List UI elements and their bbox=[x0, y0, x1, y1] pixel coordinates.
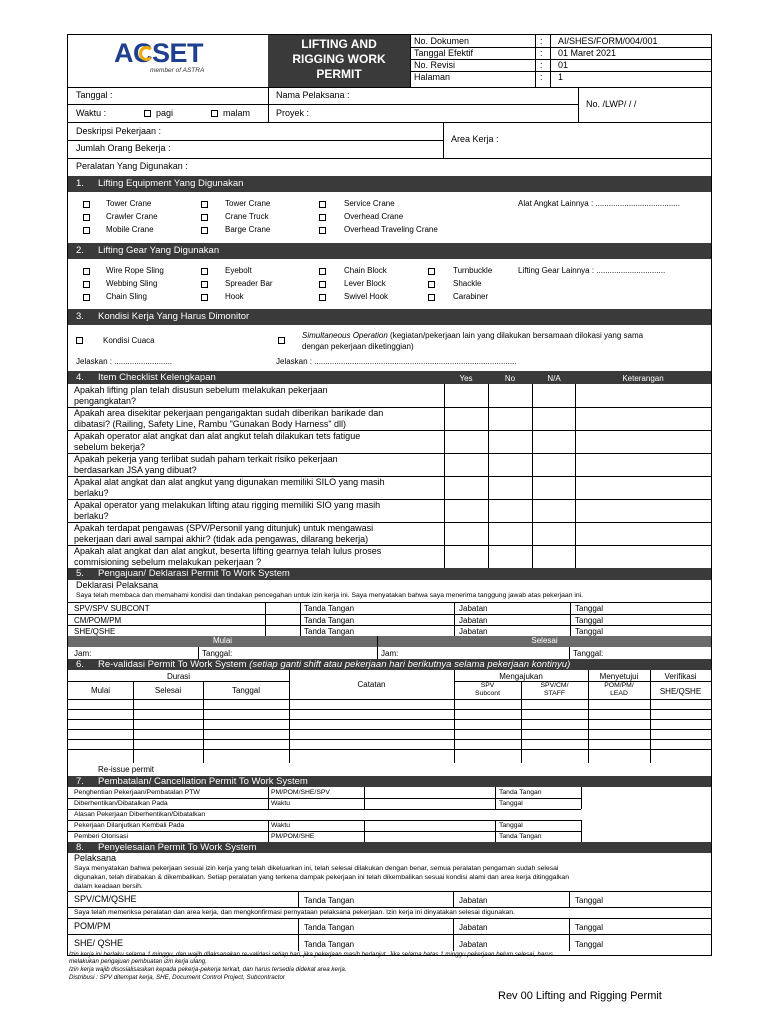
malam-checkbox[interactable] bbox=[211, 110, 218, 117]
checklist-5-line1: Apakal alat angkat dan alat angkut yang digunakan memiliki SILO yang masih bbox=[74, 477, 385, 487]
equip-crawler-crane: Crawler Crane bbox=[106, 212, 158, 221]
tanggal-1: Tanggal bbox=[575, 604, 604, 613]
checklist-item-6 bbox=[74, 500, 414, 521]
jabatan-1: Jabatan bbox=[459, 604, 488, 613]
deklarasi-row-cm: CM/POM/PM bbox=[74, 616, 122, 625]
completion-tanda-2: Tanda Tangan bbox=[304, 923, 355, 932]
section-3-header bbox=[68, 309, 711, 325]
permit-form bbox=[67, 34, 712, 956]
mengajukan-header: Mengajukan bbox=[499, 672, 543, 681]
verifikasi-header: Verifikasi bbox=[664, 672, 697, 681]
col-na: N/A bbox=[547, 374, 561, 383]
completion-tanda-1: Tanda Tangan bbox=[304, 896, 355, 905]
jumlah-orang-label: Jumlah Orang Bekerja : bbox=[76, 143, 171, 153]
checklist-1-line2: pengangkatan? bbox=[74, 395, 137, 406]
tanda-tangan-1: Tanda Tangan bbox=[304, 604, 355, 613]
gear-turnbuckle: Turnbuckle bbox=[453, 266, 493, 275]
doc-value-norevisi: 01 bbox=[558, 60, 569, 70]
section-4-number: 4. bbox=[76, 372, 84, 383]
mulai-jam: Jam: bbox=[74, 649, 92, 658]
reissue-permit: Re-issue permit bbox=[98, 765, 155, 774]
pom-pm-1: POM/PM/ bbox=[604, 682, 634, 689]
logo-swoosh bbox=[139, 46, 154, 61]
checklist-item-4 bbox=[74, 454, 414, 475]
doc-label-norevisi: No. Revisi bbox=[414, 60, 456, 70]
cancel-r2c: Tanggal bbox=[499, 800, 523, 807]
checkbox-spreader-bar[interactable] bbox=[201, 281, 208, 288]
equip-crane-truck: Crane Truck bbox=[225, 212, 269, 221]
checkbox-overhead-traveling-crane[interactable] bbox=[319, 227, 326, 234]
completion-jabatan-1: Jabatan bbox=[459, 896, 488, 905]
equip-tower-crane-2: Tower Crane bbox=[225, 199, 271, 208]
jelaskan-2: Jelaskan : ........................................................................................... bbox=[276, 357, 517, 366]
doc-label-halaman: Halaman bbox=[414, 72, 451, 82]
section-1-title: Lifting Equipment Yang Digunakan bbox=[98, 178, 244, 189]
proyek-label: Proyek : bbox=[276, 108, 310, 118]
equip-overhead-crane: Overhead Crane bbox=[344, 212, 404, 221]
equip-service-crane: Service Crane bbox=[344, 199, 395, 208]
section-5-number: 5. bbox=[76, 568, 84, 579]
reval-selesai: Selesai bbox=[154, 686, 182, 695]
section-6-header bbox=[68, 659, 711, 670]
checklist-6-line2: berlaku? bbox=[74, 510, 109, 521]
durasi-header: Durasi bbox=[166, 672, 191, 681]
doc-sep-2: : bbox=[540, 48, 543, 58]
completion-stmt-2: digunakan, telah dirabakan & dikembalikan. Setiap peralatan yang terkena dampak pekerjaan ini telah dikembalikan sesuai kondisi alami dan area kerja ditinggalkan bbox=[74, 874, 569, 881]
waktu-label: Waktu : bbox=[76, 108, 107, 118]
checklist-3-line2: sebelum bekerja? bbox=[74, 441, 146, 452]
spv-subcont-1: SPV bbox=[480, 682, 495, 689]
jelaskan-1: Jelaskan : .......................... bbox=[76, 357, 173, 366]
checkbox-mobile-crane[interactable] bbox=[83, 227, 90, 234]
menyetujui-header: Menyetujui bbox=[599, 672, 639, 681]
pagi-label: pagi bbox=[156, 108, 174, 118]
gear-swivel-hook: Swivel Hook bbox=[344, 292, 389, 301]
checkbox-crane-truck[interactable] bbox=[201, 214, 208, 221]
gear-wire-rope-sling: Wire Rope Sling bbox=[106, 266, 164, 275]
section-8-number: 8. bbox=[76, 842, 84, 853]
equip-barge-crane: Barge Crane bbox=[225, 225, 271, 234]
gear-spreader-bar: Spreader Bar bbox=[225, 279, 273, 288]
logo-text: ACSET bbox=[114, 38, 204, 68]
section-1-number: 1. bbox=[76, 178, 84, 189]
selesai-header: Selesai bbox=[378, 636, 711, 647]
permit-title-box bbox=[268, 35, 410, 87]
checkbox-tower-crane-2[interactable] bbox=[201, 201, 208, 208]
checkbox-barge-crane[interactable] bbox=[201, 227, 208, 234]
gear-lever-block: Lever Block bbox=[344, 279, 386, 288]
checkbox-lever-block[interactable] bbox=[319, 281, 326, 288]
section-8-title: Penyelesaian Permit To Work System bbox=[98, 842, 257, 853]
cancel-r3a: Alasan Pekerjaan Diberhentikan/Dibatalkan bbox=[74, 811, 206, 818]
footer-revision: Rev 00 Lifting and Rigging Permit bbox=[498, 990, 662, 1002]
pagi-checkbox[interactable] bbox=[144, 110, 151, 117]
tanggal-label: Tanggal : bbox=[76, 90, 113, 100]
checkbox-tower-crane-1[interactable] bbox=[83, 201, 90, 208]
checkbox-wire-rope-sling[interactable] bbox=[83, 268, 90, 275]
checklist-8-line2: commisioning sebelum melakukan pekerjaan ? bbox=[74, 556, 262, 567]
checklist-item-1 bbox=[74, 385, 414, 406]
nama-pelaksana-label: Nama Pelaksana : bbox=[276, 90, 350, 100]
note-2: melakukan pengajuan pembuatan izin kerja ulang. bbox=[69, 958, 207, 965]
spv-cm-1: SPV/CM/ bbox=[540, 682, 569, 689]
checklist-item-5 bbox=[74, 477, 414, 498]
selesai-tanggal: Tanggal: bbox=[573, 649, 604, 658]
cancel-r2a: Diberhentikan/Dibatalkan Pada bbox=[74, 800, 168, 807]
checkbox-crawler-crane[interactable] bbox=[83, 214, 90, 221]
checklist-2-line1: Apakah area disekitar pekerjaan pengangaktan sudah diberikan barikade dan bbox=[74, 408, 384, 418]
checklist-6-line1: Apakal operator yang melakukan lifting atau rigging memiliki SIO yang masih bbox=[74, 500, 381, 510]
section-6-title: Re-validasi Permit To Work System bbox=[98, 659, 247, 670]
doc-sep-3: : bbox=[540, 60, 543, 70]
gear-other: Lifting Gear Lainnya : ............................... bbox=[518, 266, 666, 275]
doc-value-halaman: 1 bbox=[558, 72, 564, 82]
completion-jabatan-3: Jabatan bbox=[459, 940, 488, 949]
permit-title-line2: RIGGING WORK bbox=[292, 52, 386, 66]
section-2-header bbox=[68, 243, 711, 259]
section-2-title: Lifting Gear Yang Digunakan bbox=[98, 245, 220, 256]
equip-tower-crane-1: Tower Crane bbox=[106, 199, 152, 208]
logo-subtitle: member of ASTRA bbox=[150, 67, 205, 74]
doc-sep-1: : bbox=[540, 36, 543, 46]
completion-tanggal-1: Tanggal bbox=[575, 896, 604, 905]
completion-tanda-3: Tanda Tangan bbox=[304, 940, 355, 949]
catatan-header: Catatan bbox=[357, 680, 386, 689]
section-5-header bbox=[68, 568, 711, 580]
completion-stmt-4: Saya telah memeriksa peralatan dan area kerja, dan mengkonfirmasi pernyataan pelaksana pekerjaan. Izin kerja ini dinyatakan selesai digunakan. bbox=[74, 909, 515, 916]
simultaneous-rest: (kegiatan/pekerjaan lain yang dilakukan bersamaan dilokasi yang sama bbox=[387, 331, 644, 340]
doc-sep-4: : bbox=[540, 72, 543, 82]
section-6-subtitle: (setiap ganti shift atau pekerjaan hari berikutnya selama pekerjaan kontinyu) bbox=[246, 659, 571, 670]
checklist-8-line1: Apakah alat angkat dan alat angkut, beserta lifting gearnya telah lulus proses bbox=[74, 546, 382, 556]
checkbox-chain-block[interactable] bbox=[319, 268, 326, 275]
section-1-header bbox=[68, 176, 711, 192]
simultaneous-operation-label bbox=[302, 330, 643, 341]
deklarasi-row-spv: SPV/SPV SUBCONT bbox=[74, 604, 150, 613]
spv-cm-2: STAFF bbox=[543, 690, 566, 697]
no-lwp-label: No. /LWP/ / / bbox=[586, 99, 637, 109]
reval-tanggal: Tanggal bbox=[231, 686, 261, 695]
checklist-2-line2: dibatasi? (Railing, Safety Line, Rambu "Gunakan Body Harness" dll) bbox=[74, 418, 347, 429]
checkbox-turnbuckle[interactable] bbox=[428, 268, 435, 275]
pom-pm-2: LEAD bbox=[610, 690, 628, 697]
tanggal-2: Tanggal bbox=[575, 616, 604, 625]
checkbox-kondisi-cuaca[interactable] bbox=[76, 337, 83, 344]
checkbox-hook[interactable] bbox=[201, 294, 208, 301]
malam-label: malam bbox=[223, 108, 251, 118]
section-5-title: Pengajuan/ Deklarasi Permit To Work System bbox=[98, 568, 290, 579]
cancel-r1b: PM/POM/SHE/SPV bbox=[271, 789, 330, 796]
mulai-header: Mulai bbox=[68, 636, 377, 647]
pelaksana-label: Pelaksana bbox=[74, 853, 117, 863]
doc-label-tanggal-efektif: Tanggal Efektif bbox=[414, 48, 474, 58]
cancel-r5a: Pemberi Otorisasi bbox=[74, 833, 129, 840]
note-3: Izin kerja wajib disosialisasikan kepada pekerja-pekerja terkait, dan harus tersedia didekat area kerja. bbox=[69, 966, 347, 973]
completion-row-pom: POM/PM bbox=[74, 921, 111, 931]
gear-webbing-sling: Webbing Sling bbox=[106, 279, 158, 288]
col-keterangan: Keterangan bbox=[622, 374, 664, 383]
deskripsi-label: Deskripsi Pekerjaan : bbox=[76, 126, 162, 136]
selesai-jam: Jam: bbox=[381, 649, 399, 658]
permit-title-line1: LIFTING AND bbox=[301, 37, 377, 51]
completion-stmt-3: dalam keadaan bersih. bbox=[74, 883, 143, 890]
deklarasi-statement: Saya telah membaca dan memahami kondisi dan tindakan pencegahan untuk izin kerja ini. Saya menyatakan bahwa saya menerima tanggung jawab atas pekerjaan ini. bbox=[76, 592, 584, 599]
completion-jabatan-2: Jabatan bbox=[459, 923, 488, 932]
section-7-title: Pembatalan/ Cancellation Permit To Work System bbox=[98, 776, 308, 787]
checklist-4-line2: berdasarkan JSA yang dibuat? bbox=[74, 464, 197, 475]
col-yes: Yes bbox=[459, 374, 473, 383]
area-kerja-label: Area Kerja : bbox=[451, 134, 499, 144]
tanggal-3: Tanggal bbox=[575, 627, 604, 636]
cancel-r1c: Tanda Tangan bbox=[499, 789, 542, 796]
checkbox-swivel-hook[interactable] bbox=[319, 294, 326, 301]
simultaneous-line2: dengan pekerjaan diketinggian) bbox=[302, 342, 414, 351]
checkbox-carabiner[interactable] bbox=[428, 294, 435, 301]
checkbox-chain-sling[interactable] bbox=[83, 294, 90, 301]
gear-chain-sling: Chain Sling bbox=[106, 292, 147, 301]
checkbox-eyebolt[interactable] bbox=[201, 268, 208, 275]
checklist-5-line2: berlaku? bbox=[74, 487, 109, 498]
checkbox-shackle[interactable] bbox=[428, 281, 435, 288]
cancel-r5c: Tanda Tangan bbox=[499, 833, 542, 840]
equip-mobile-crane: Mobile Crane bbox=[106, 225, 154, 234]
completion-tanggal-3: Tanggal bbox=[575, 940, 604, 949]
cancel-r4c: Tanggal bbox=[499, 822, 523, 829]
note-1: Izin kerja ini berlaku selama 1 minggu, dan wajib dilaksanakan re-validasi setiap hari, jika pekerjaan masih berlanjut. Jika selama batas 1 minggu pekerjaan belum selesai, harus bbox=[69, 951, 553, 958]
section-4-title: Item Checklist Kelengkapan bbox=[98, 372, 216, 383]
section-3-title: Kondisi Kerja Yang Harus Dimonitor bbox=[98, 311, 250, 322]
section-7-header bbox=[68, 776, 711, 787]
checklist-3-line1: Apakah operator alat angkat dan alat angkut telah dilakukan tets fatigue bbox=[74, 431, 361, 441]
checklist-7-line2: pekerjaan dari awal sampai akhir? (tidak ada pengawas, dilarang bekerja) bbox=[74, 533, 369, 544]
gear-carabiner: Carabiner bbox=[453, 292, 489, 301]
checklist-item-3 bbox=[74, 431, 414, 452]
section-3-number: 3. bbox=[76, 311, 84, 322]
cancel-r1a: Penghentian Pekerjaan/Pembatalan PTW bbox=[74, 789, 200, 796]
permit-title-line3: PERMIT bbox=[316, 67, 362, 81]
checkbox-service-crane[interactable] bbox=[319, 201, 326, 208]
jabatan-2: Jabatan bbox=[459, 616, 488, 625]
completion-row-spv: SPV/CM/QSHE bbox=[74, 894, 137, 904]
doc-value-nodokumen: AI/SHES/FORM/004/001 bbox=[558, 36, 658, 46]
checklist-item-8 bbox=[74, 546, 414, 567]
equip-overhead-traveling-crane: Overhead Traveling Crane bbox=[344, 225, 438, 234]
gear-eyebolt: Eyebolt bbox=[225, 266, 252, 275]
note-4: Distribusi : SPV ditempat kerja, SHE, Document Control Project, Subcontractor bbox=[69, 974, 285, 981]
doc-label-nodokumen: No. Dokumen bbox=[414, 36, 470, 46]
checkbox-overhead-crane[interactable] bbox=[319, 214, 326, 221]
tanda-tangan-3: Tanda Tangan bbox=[304, 627, 355, 636]
cancel-r5b: PM/POM/SHE bbox=[271, 833, 315, 840]
gear-hook: Hook bbox=[225, 292, 244, 301]
checkbox-simultaneous-operation[interactable] bbox=[278, 337, 285, 344]
reval-mulai: Mulai bbox=[90, 686, 111, 695]
col-no: No bbox=[504, 374, 516, 383]
checklist-7-line1: Apakah terdapat pengawas (SPV/Personil yang ditunjuk) untuk mengawasi bbox=[74, 523, 374, 533]
jabatan-3: Jabatan bbox=[459, 627, 488, 636]
completion-tanggal-2: Tanggal bbox=[575, 923, 604, 932]
spv-subcont-2: Subcont bbox=[475, 690, 500, 697]
section-6-number: 6. bbox=[76, 659, 84, 670]
deklarasi-row-she: SHE/QSHE bbox=[74, 627, 116, 636]
tanda-tangan-2: Tanda Tangan bbox=[304, 616, 355, 625]
verifikasi-qshe: SHE/QSHE bbox=[659, 687, 702, 696]
checklist-item-2 bbox=[74, 408, 414, 429]
section-7-number: 7. bbox=[76, 776, 84, 787]
cancel-r2b: Waktu bbox=[271, 800, 291, 807]
section-2-number: 2. bbox=[76, 245, 84, 256]
checklist-4-line1: Apakah pekerja yang terlibat sudah paham terkait risiko pekerjaan bbox=[74, 454, 338, 464]
simultaneous-italic: Simultaneous Operation bbox=[302, 331, 388, 340]
gear-shackle: Shackle bbox=[453, 279, 482, 288]
acset-logo bbox=[114, 39, 226, 81]
checkbox-webbing-sling[interactable] bbox=[83, 281, 90, 288]
equip-other: Alat Angkat Lainnya : ...................................... bbox=[518, 199, 680, 208]
mulai-tanggal: Tanggal: bbox=[202, 649, 233, 658]
completion-row-she: SHE/ QSHE bbox=[74, 938, 124, 948]
gear-chain-block: Chain Block bbox=[344, 266, 387, 275]
cancel-r4a: Pekerjaan Dilanjutkan Kembali Pada bbox=[74, 822, 185, 829]
checklist-1-line1: Apakah lifting plan telah disusun sebelum melakukan pekerjaan bbox=[74, 385, 328, 395]
peralatan-label: Peralatan Yang Digunakan : bbox=[76, 161, 188, 171]
section-8-header bbox=[68, 842, 711, 853]
checklist-item-7 bbox=[74, 523, 414, 544]
cancel-r4b: Waktu bbox=[271, 822, 291, 829]
deklarasi-pelaksana: Deklarasi Pelaksana bbox=[76, 580, 159, 590]
kondisi-cuaca-label: Kondisi Cuaca bbox=[103, 336, 155, 345]
doc-value-tanggal-efektif: 01 Maret 2021 bbox=[558, 48, 617, 58]
completion-stmt-1: Saya menyatakan bahwa pekerjaan sesuai izin kerja yang telah dikeluarkan ini, telah selesai dilakukan dengan benar, semua peralatan pengaman sudah selesai bbox=[74, 865, 559, 872]
